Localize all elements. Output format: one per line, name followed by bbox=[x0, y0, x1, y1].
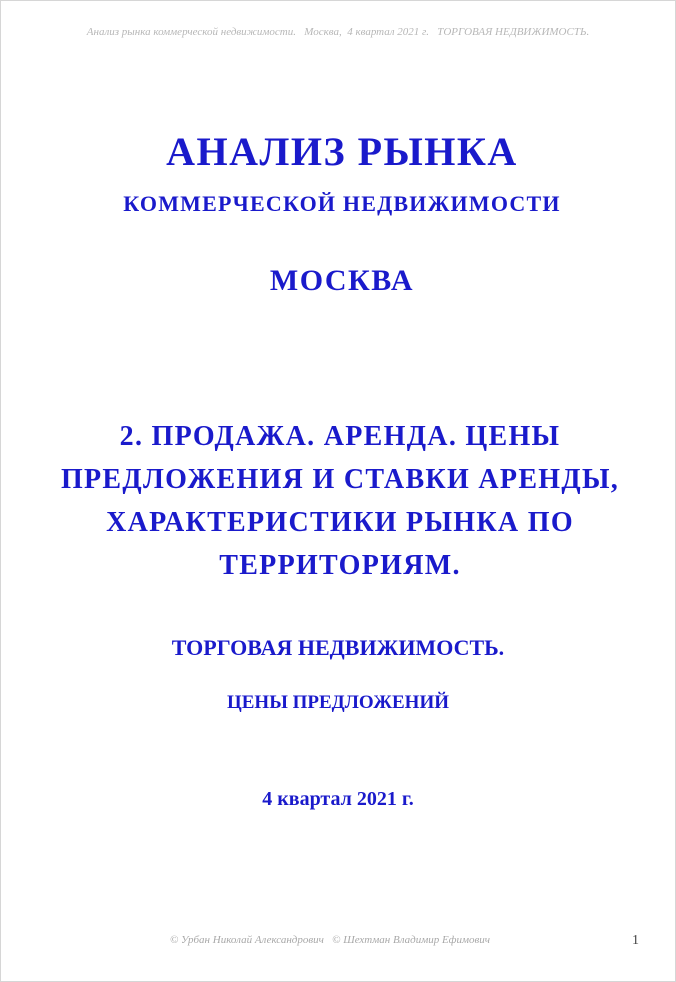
copyright-footer: © Урбан Николай Александрович © Шехтман Владимир Ефимович bbox=[169, 934, 491, 946]
subsection-heading: ЦЕНЫ ПРЕДЛОЖЕНИЙ bbox=[226, 692, 450, 713]
report-period: 4 квартал 2021 г. bbox=[262, 788, 414, 810]
cover-title: АНАЛИЗ РЫНКА bbox=[166, 129, 518, 174]
section-title bbox=[40, 415, 640, 587]
cover-city: МОСКВА bbox=[269, 264, 415, 297]
running-header: Анализ рынка коммерческой недвижимости. Москва, 4 квартал 2021 г. ТОРГОВАЯ НЕДВИЖИМОСТЬ. bbox=[86, 26, 590, 38]
page-number: 1 bbox=[632, 933, 639, 948]
section-title-line: ТЕРРИТОРИЯМ. bbox=[219, 550, 461, 581]
segment-heading: ТОРГОВАЯ НЕДВИЖИМОСТЬ. bbox=[171, 635, 505, 660]
section-title-line: ХАРАКТЕРИСТИКИ РЫНКА ПО bbox=[106, 507, 574, 538]
section-title-line: ПРЕДЛОЖЕНИЯ И СТАВКИ АРЕНДЫ, bbox=[60, 464, 620, 495]
cover-subtitle: КОММЕРЧЕСКОЙ НЕДВИЖИМОСТИ bbox=[123, 191, 561, 216]
section-title-line: 2. ПРОДАЖА. АРЕНДА. ЦЕНЫ bbox=[119, 421, 561, 452]
